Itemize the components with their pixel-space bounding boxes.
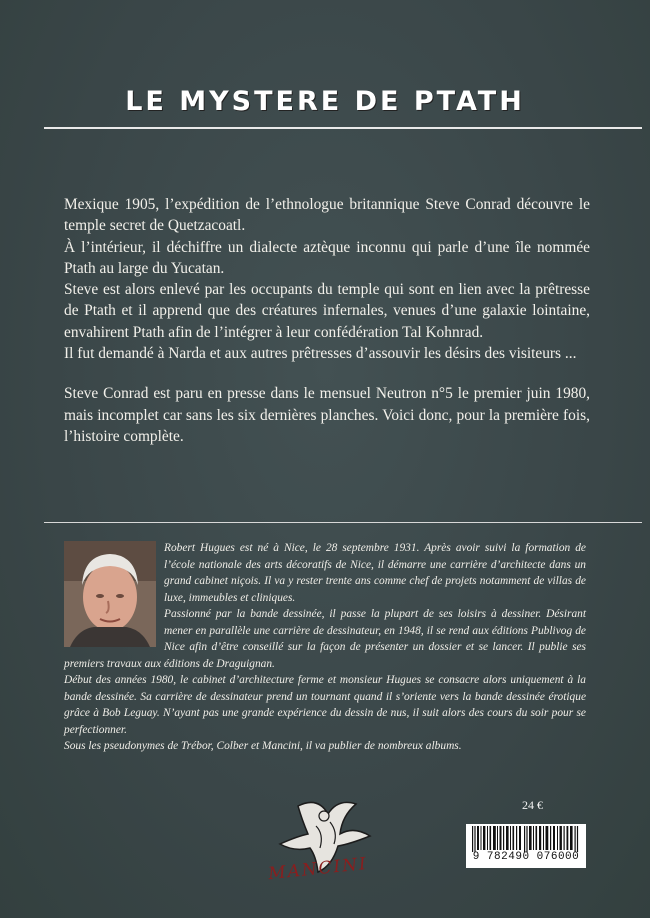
section-divider xyxy=(44,522,642,523)
bio-paragraph: Début des années 1980, le cabinet d’architecture ferme et monsieur Hugues se consacre alors uniquement à la bande dessinée. Sa carrière de dessinateur prend un tournant quand il s’oriente vers la bande dessinée érotique grâce à Bob Leguay. N’ayant pas une grande expérience du dessin de nus, il suit alors des cours du soir pour se perfectionner. xyxy=(64,674,586,736)
isbn-number: 9 782490 076000 xyxy=(472,851,580,863)
bio-paragraph: Sous les pseudonymes de Trébor, Colber et Mancini, il va publier de nombreux albums. xyxy=(64,740,462,752)
synopsis-paragraph: Mexique 1905, l’expédition de l’ethnologue britannique Steve Conrad découvre le temple secret de Quetzacoatl. xyxy=(64,196,590,235)
synopsis-paragraph: Il fut demandé à Narda et aux autres prêtresses d’assouvir les désirs des visiteurs ... xyxy=(64,345,577,363)
publisher-logo-text: MANCINI xyxy=(267,853,369,885)
bio-paragraph: Passionné par la bande dessinée, il passe la plupart de ses loisirs à dessiner. Désirant mener en parallèle une carrière de dessinateur, en 1948, il se rend aux éditions Publivog de Nice afin d’être conseillé sur la façon de présenter un dossier et se lancer. Il publie ses premiers travaux aux éditions de Draguignan. xyxy=(64,608,586,670)
synopsis-paragraph: Steve est alors enlevé par les occupants du temple qui sont en lien avec la prêtresse de Ptath et il apprend que des créatures infernales, venues d’une galaxie lointaine, envahirent Ptath afin de l’intégrer à leur confédération Tal Kohnrad. xyxy=(64,281,590,341)
publication-note: Steve Conrad est paru en presse dans le mensuel Neutron n°5 le premier juin 1980, mais incomplet car sans les six dernières planches. Voici donc, pour la première fois, l’histoire complète. xyxy=(64,385,590,445)
synopsis xyxy=(64,194,590,447)
synopsis-paragraph: À l’intérieur, il déchiffre un dialecte aztèque inconnu qui parle d’une île nommée Ptath au large du Yucatan. xyxy=(64,238,590,277)
book-title: LE MYSTERE DE PTATH xyxy=(125,86,525,117)
author-biography xyxy=(64,540,586,755)
title-divider xyxy=(44,127,642,129)
price: 24 € xyxy=(522,798,543,812)
bio-paragraph: Robert Hugues est né à Nice, le 28 septembre 1931. Après avoir suivi la formation de l’école nationale des arts décoratifs de Nice, il démarre une carrière d’architecte dans un grand cabinet niçois. Il va y rester trente ans comme chef de projets notamment de villas de luxe, immeubles et cliniques. xyxy=(164,542,586,604)
